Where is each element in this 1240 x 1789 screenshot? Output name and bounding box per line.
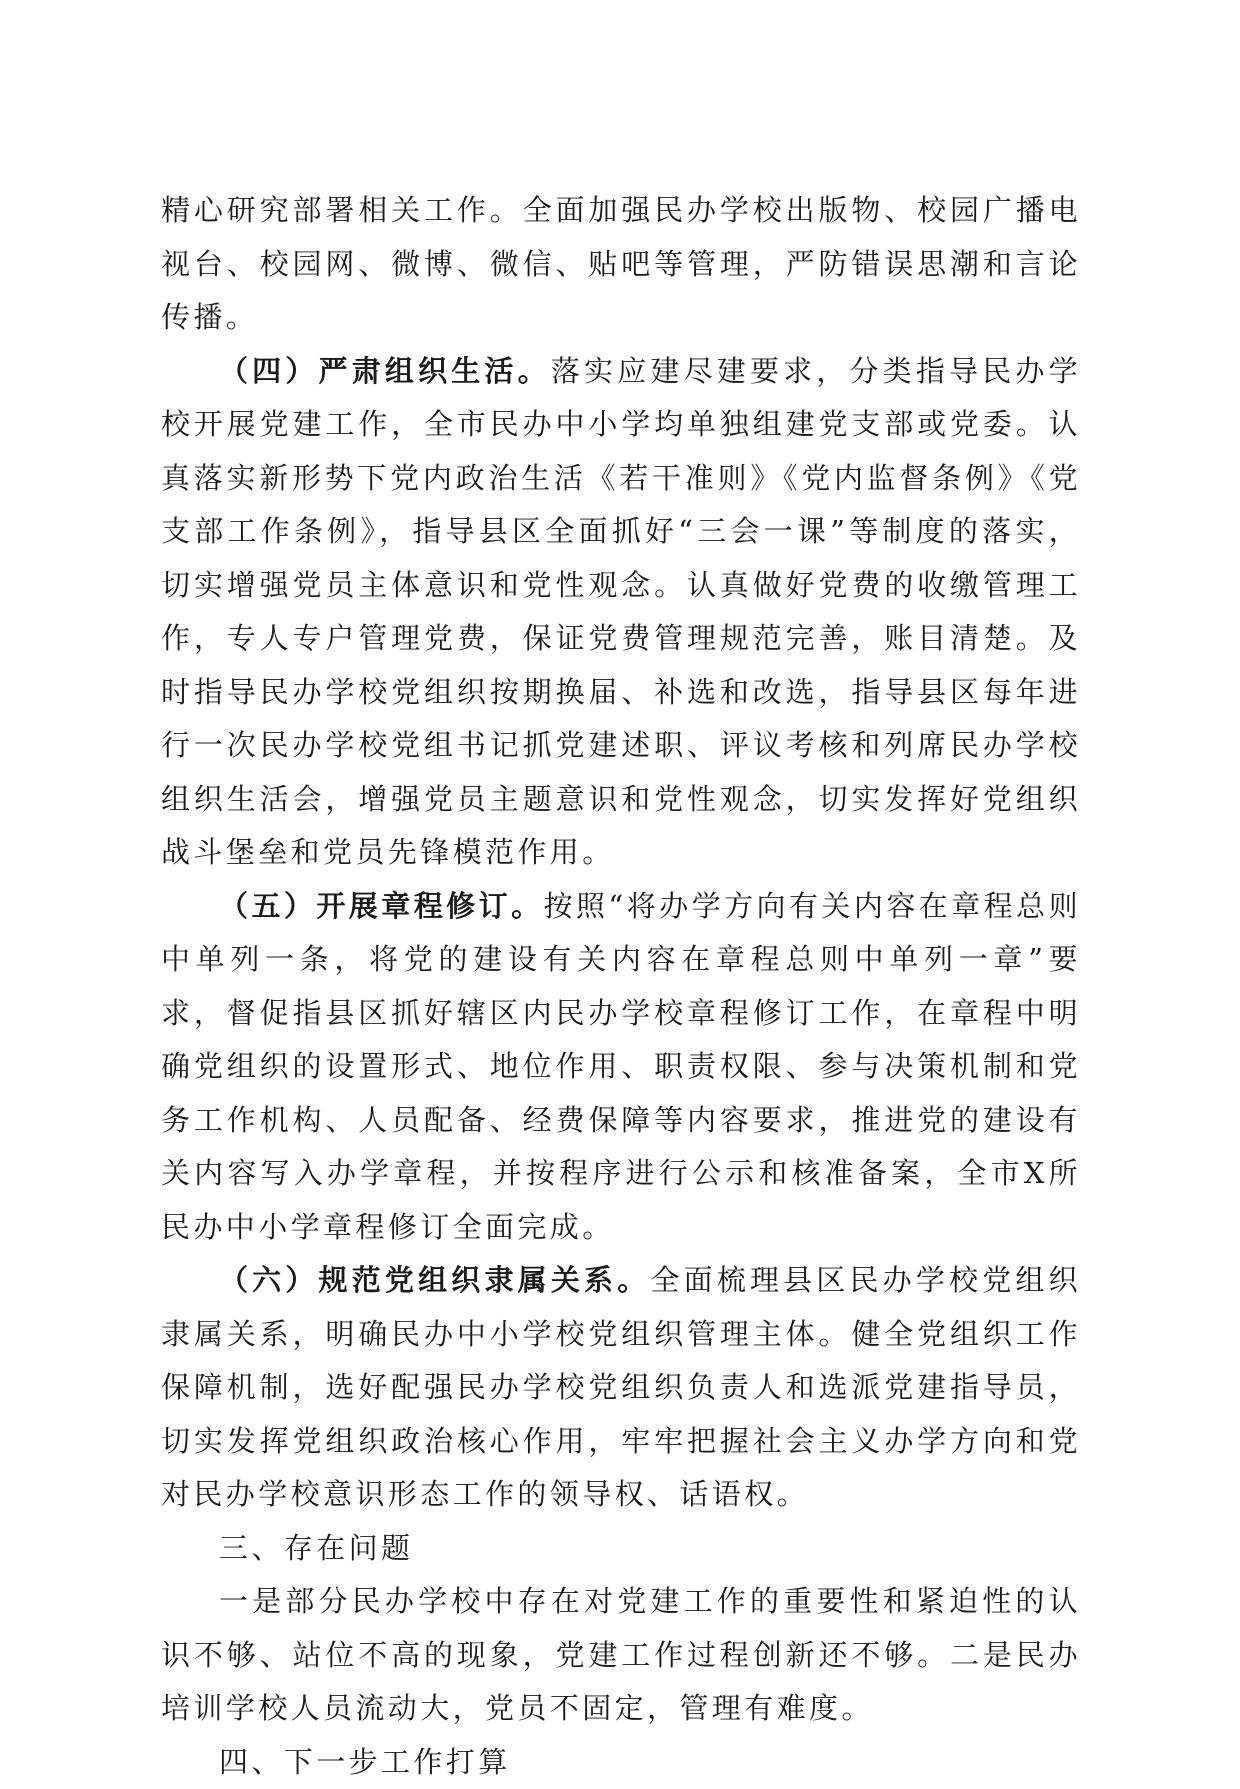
subsection-title-4: （四）严肃组织生活。: [219, 354, 551, 388]
section-heading-next-steps: 四、下一步工作打算: [161, 1736, 1081, 1789]
paragraph-affiliation: [161, 1254, 1081, 1522]
paragraph-problems: 一是部分民办学校中存在对党建工作的重要性和紧迫性的认识不够、站位不高的现象，党建工作过程创新还不够。二是民办培训学校人员流动大，党员不固定，管理有难度。: [161, 1575, 1081, 1736]
paragraph-body-6: 全面梳理县区民办学校党组织隶属关系，明确民办中小学校党组织管理主体。健全党组织工作保障机制，选好配强民办学校党组织负责人和选派党建指导员，切实发挥党组织政治核心作用，牢牢把握社会主义办学方向和党对民办学校意识形态工作的领导权、话语权。: [161, 1263, 1081, 1511]
paragraph-charter-revision: [161, 880, 1081, 1255]
document-page: [161, 184, 1081, 1789]
paragraph-body-5: 按照“将办学方向有关内容在章程总则中单列一条，将党的建设有关内容在章程总则中单列一章”要求，督促指县区抓好辖区内民办学校章程修订工作，在章程中明确党组织的设置形式、地位作用、职责权限、参与决策机制和党务工作机构、人员配备、经费保障等内容要求，推进党的建设有关内容写入办学章程，并按程序进行公示和核准备案，全市X所民办中小学章程修订全面完成。: [161, 889, 1081, 1244]
subsection-title-6: （六）规范党组织隶属关系。: [219, 1263, 650, 1297]
paragraph-organization-life: [161, 345, 1081, 880]
subsection-title-5: （五）开展章程修订。: [219, 889, 544, 923]
section-heading-problems: 三、存在问题: [161, 1522, 1081, 1576]
paragraph-body-4: 落实应建尽建要求，分类指导民办学校开展党建工作，全市民办中小学均单独组建党支部或党委。认真落实新形势下党内政治生活《若干准则》《党内监督条例》《党支部工作条例》，指导县区全面抓好“三会一课”等制度的落实，切实增强党员主体意识和党性观念。认真做好党费的收缴管理工作，专人专户管理党费，保证党费管理规范完善，账目清楚。及时指导民办学校党组织按期换届、补选和改选，指导县区每年进行一次民办学校党组书记抓党建述职、评议考核和列席民办学校组织生活会，增强党员主题意识和党性观念，切实发挥好党组织战斗堡垒和党员先锋模范作用。: [161, 354, 1081, 870]
paragraph-continuation: 精心研究部署相关工作。全面加强民办学校出版物、校园广播电视台、校园网、微博、微信、贴吧等管理，严防错误思潮和言论传播。: [161, 184, 1081, 345]
